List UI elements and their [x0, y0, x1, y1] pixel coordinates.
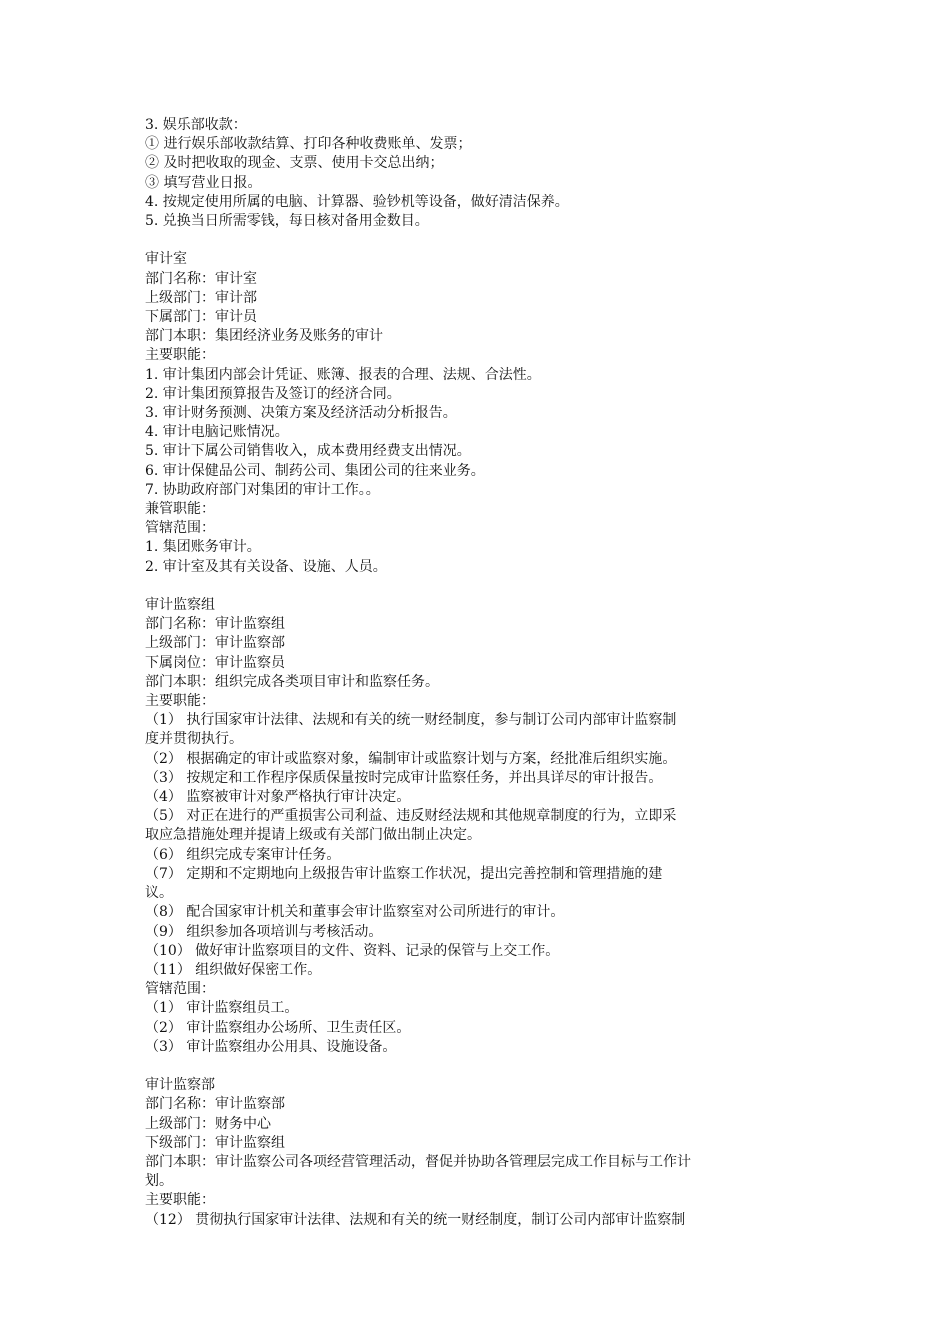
- text-line: （11） 组织做好保密工作。: [145, 961, 322, 978]
- blank-line: [145, 231, 795, 250]
- text-line: 管辖范围：: [145, 520, 215, 537]
- text-line: （4） 监察被审计对象严格执行审计决定。: [145, 789, 411, 806]
- text-line: 审计室: [145, 251, 187, 268]
- text-line: 5. 兑换当日所需零钱，每日核对备用金数目。: [145, 213, 429, 230]
- text-line: 2. 审计室及其有关设备、设施、人员。: [145, 558, 387, 575]
- text-line: ③ 填写营业日报。: [145, 174, 262, 191]
- text-line: （2） 根据确定的审计或监察对象，编制审计或监察计划与方案，经批准后组织实施。: [145, 750, 677, 767]
- text-line: 审计监察组: [145, 597, 215, 614]
- text-line: 7. 协助政府部门对集团的审计工作。。: [145, 481, 380, 498]
- text-line: 划。: [145, 1173, 173, 1190]
- text-line: 2. 审计集团预算报告及签订的经济合同。: [145, 385, 401, 402]
- text-line: （1） 执行国家审计法律、法规和有关的统一财经制度，参与制订公司内部审计监察制: [145, 712, 677, 729]
- text-line: （3） 按规定和工作程序保质保量按时完成审计监察任务，并出具详尽的审计报告。: [145, 769, 663, 786]
- text-line: 4. 按规定使用所属的电脑、计算器、验钞机等设备，做好清洁保养。: [145, 193, 569, 210]
- text-line: 部门本职：审计监察公司各项经营管理活动，督促并协助各管理层完成工作目标与工作计: [145, 1153, 691, 1170]
- text-line: 部门名称：审计监察部: [145, 1096, 285, 1113]
- text-line: 兼管职能：: [145, 501, 215, 518]
- text-line: 下级部门：审计监察组: [145, 1134, 285, 1151]
- text-line: ② 及时把收取的现金、支票、使用卡交总出纳；: [145, 155, 444, 172]
- text-line: 管辖范围：: [145, 981, 215, 998]
- text-line: 度并贯彻执行。: [145, 731, 243, 748]
- text-line: 上级部门：财务中心: [145, 1115, 271, 1132]
- text-line: 1. 审计集团内部会计凭证、账簿、报表的合理、法规、合法性。: [145, 366, 541, 383]
- text-line: 下属部门：审计员: [145, 309, 257, 326]
- text-line: ① 进行娱乐部收款结算、打印各种收费账单、发票；: [145, 136, 472, 153]
- blank-line: [145, 577, 795, 596]
- text-line: （8） 配合国家审计机关和董事会审计监察室对公司所进行的审计。: [145, 904, 565, 921]
- text-line: 4. 审计电脑记账情况。: [145, 424, 289, 441]
- text-line: （12） 贯彻执行国家审计法律、法规和有关的统一财经制度，制订公司内部审计监察制: [145, 1211, 686, 1228]
- text-line: 3. 审计财务预测、决策方案及经济活动分析报告。: [145, 405, 457, 422]
- text-line: 取应急措施处理并提请上级或有关部门做出制止决定。: [145, 827, 481, 844]
- text-line: 部门名称：审计监察组: [145, 616, 285, 633]
- text-line: 议。: [145, 885, 173, 902]
- blank-line: [145, 1057, 795, 1076]
- document-body: [145, 116, 795, 1230]
- text-line: （9） 组织参加各项培训与考核活动。: [145, 923, 383, 940]
- text-line: 主要职能：: [145, 693, 215, 710]
- text-line: 部门本职：组织完成各类项目审计和监察任务。: [145, 673, 439, 690]
- text-line: （2） 审计监察组办公场所、卫生责任区。: [145, 1019, 411, 1036]
- text-line: 上级部门：审计部: [145, 289, 257, 306]
- text-line: 下属岗位：审计监察员: [145, 654, 285, 671]
- text-line: 部门名称：审计室: [145, 270, 257, 287]
- text-line: （6） 组织完成专案审计任务。: [145, 846, 341, 863]
- text-line: （3） 审计监察组办公用具、设施设备。: [145, 1038, 397, 1055]
- text-line: （5） 对正在进行的严重损害公司利益、违反财经法规和其他规章制度的行为，立即采: [145, 808, 677, 825]
- text-line: 5. 审计下属公司销售收入，成本费用经费支出情况。: [145, 443, 471, 460]
- text-line: 上级部门：审计监察部: [145, 635, 285, 652]
- text-line: 1. 集团账务审计。: [145, 539, 261, 556]
- text-line: 审计监察部: [145, 1077, 215, 1094]
- text-line: （7） 定期和不定期地向上级报告审计监察工作状况，提出完善控制和管理措施的建: [145, 865, 663, 882]
- text-line: 部门本职：集团经济业务及账务的审计: [145, 328, 383, 345]
- text-line: 3. 娱乐部收款：: [145, 117, 247, 133]
- text-line: （10） 做好审计监察项目的文件、资料、记录的保管与上交工作。: [145, 942, 560, 959]
- text-line: （1） 审计监察组员工。: [145, 1000, 299, 1017]
- text-line: 主要职能：: [145, 347, 215, 364]
- text-line: 6. 审计保健品公司、制药公司、集团公司的往来业务。: [145, 462, 485, 479]
- text-line: 主要职能：: [145, 1192, 215, 1209]
